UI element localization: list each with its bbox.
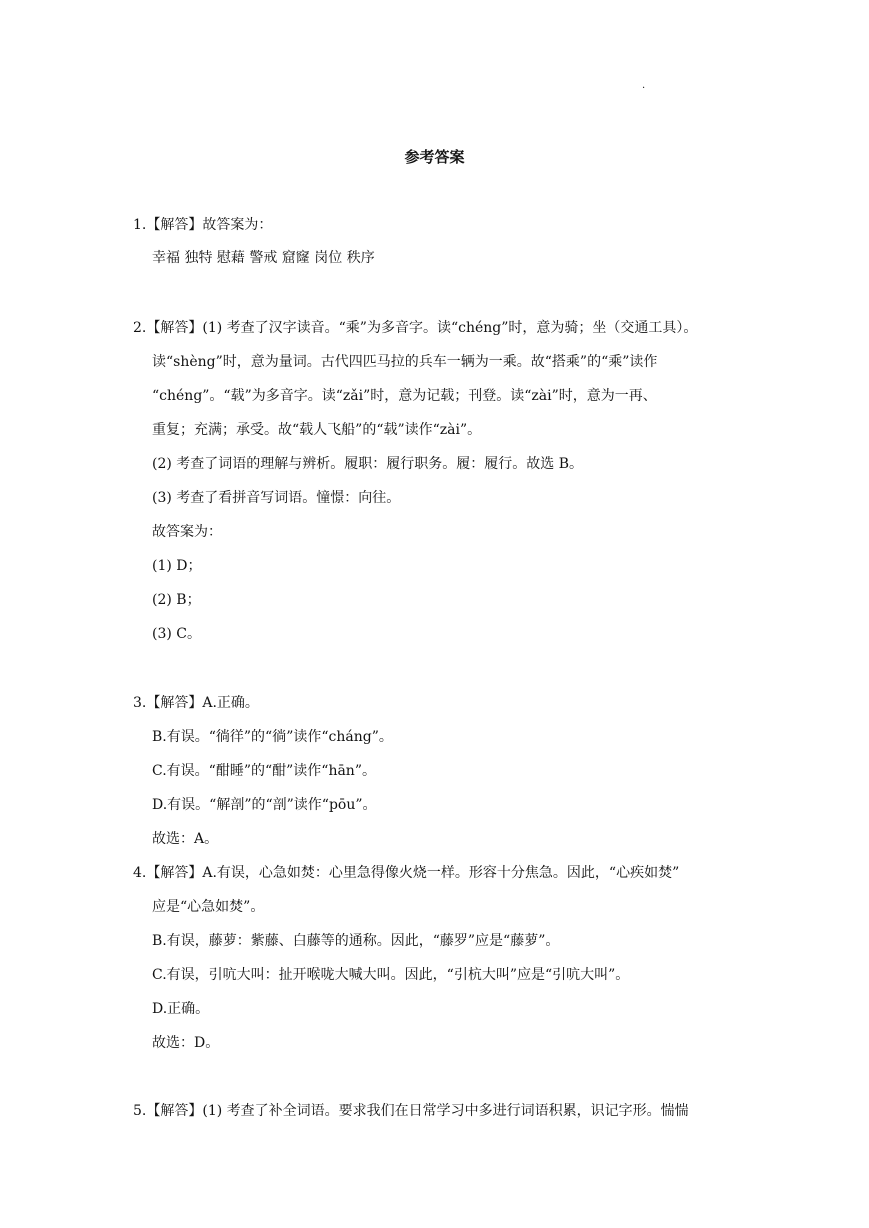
answer-line: 5.【解答】(1) 考查了补全词语。要求我们在日常学习中多进行词语积累，识记字形。惴惴 xyxy=(133,1103,689,1119)
answer-line: C.有误。“酣睡”的“酣”读作“hān”。 xyxy=(152,763,376,779)
answer-line: D.正确。 xyxy=(152,1001,210,1017)
answer-line: “chéng”。“载”为多音字。读“zǎi”时，意为记载；刊登。读“zài”时，意为一再、 xyxy=(152,388,657,404)
answer-line: 4.【解答】A.有误，心急如焚：心里急得像火烧一样。形容十分焦急。因此，“心疾如焚” xyxy=(133,865,680,881)
answer-line: (2) B； xyxy=(152,592,201,608)
answer-line: 应是“心急如焚”。 xyxy=(152,899,265,915)
answer-line: 故选：D。 xyxy=(152,1035,220,1051)
answer-line: 2.【解答】(1) 考查了汉字读音。“乘”为多音字。读“chéng”时，意为骑；坐（交通工具）。 xyxy=(133,320,698,336)
answer-line: 3.【解答】A.正确。 xyxy=(133,695,259,711)
answer-line: (3) 考查了看拼音写词语。憧憬：向往。 xyxy=(152,490,401,506)
answer-line: 幸福 独特 慰藉 警戒 窟窿 岗位 秩序 xyxy=(152,250,375,266)
answer-line: B.有误，藤萝：紫藤、白藤等的通称。因此，“藤罗”应是“藤萝”。 xyxy=(152,933,560,949)
answer-line: 1.【解答】故答案为： xyxy=(133,217,273,233)
answer-line: 读“shèng”时，意为量词。古代四匹马拉的兵车一辆为一乘。故“搭乘”的“乘”读作 xyxy=(152,354,658,370)
header-dot: . xyxy=(642,80,646,91)
answer-line: (1) D； xyxy=(152,558,202,574)
answer-line: B.有误。“徜徉”的“徜”读作“cháng”。 xyxy=(152,729,393,745)
answer-line: D.有误。“解剖”的“剖”读作“pōu”。 xyxy=(152,797,377,813)
answer-line: 故选：A。 xyxy=(152,831,219,847)
answer-line: (3) C。 xyxy=(152,626,201,642)
answer-line: 故答案为： xyxy=(152,524,222,540)
answer-line: (2) 考查了词语的理解与辨析。履职：履行职务。履：履行。故选 B。 xyxy=(152,456,584,472)
answer-line: 重复；充满；承受。故“载人飞船”的“载”读作“zài”。 xyxy=(152,422,482,438)
answer-line: C.有误，引吭大叫：扯开喉咙大喊大叫。因此，“引杭大叫”应是“引吭大叫”。 xyxy=(152,967,630,983)
page-title: 参考答案 xyxy=(404,148,465,166)
